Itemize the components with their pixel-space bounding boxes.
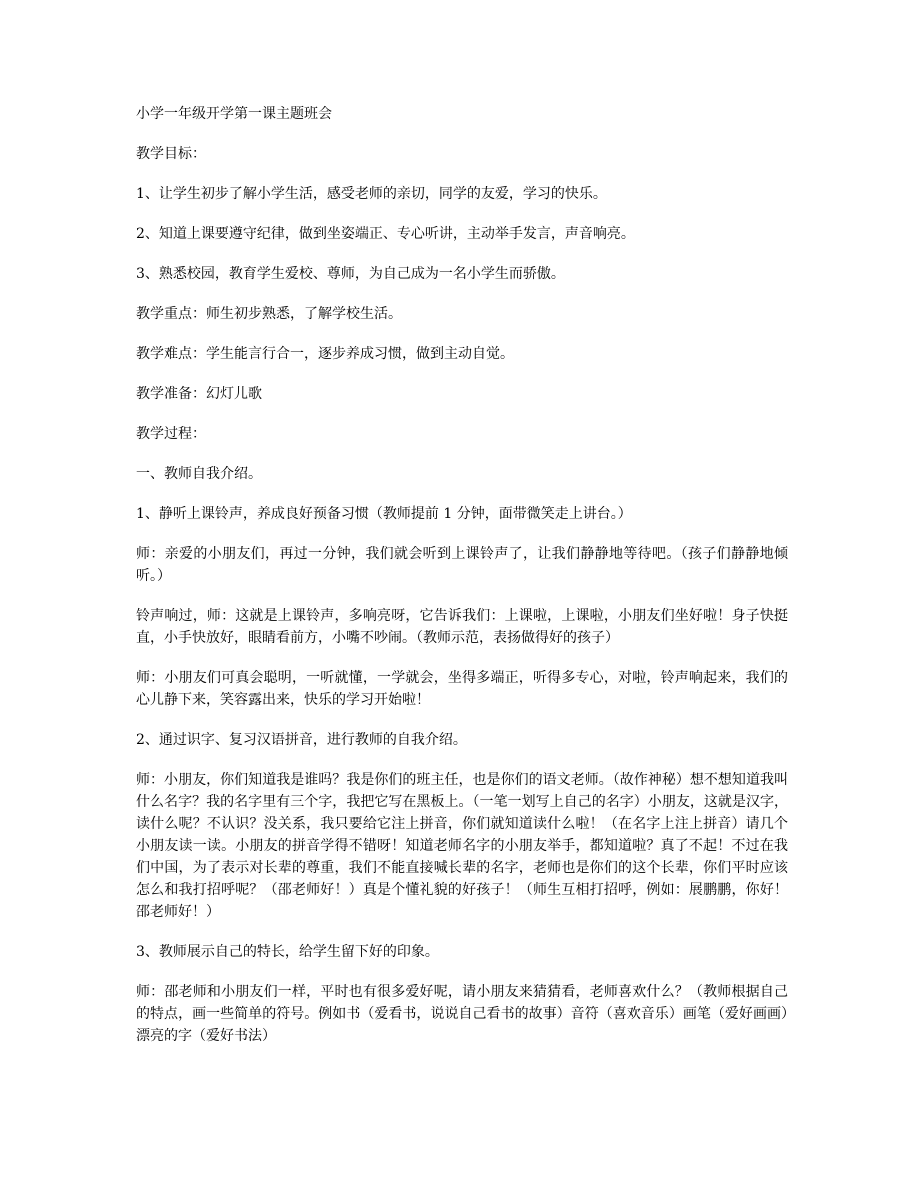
body-paragraph: 师：亲爱的小朋友们，再过一分钟，我们就会听到上课铃声了，让我们静静地等待吧。（孩子们静静地倾听。） (136, 546, 788, 584)
process-step: 2、通过识字、复习汉语拼音，进行教师的自我介绍。 (136, 732, 467, 748)
body-paragraph: 师：小朋友们可真会聪明，一听就懂，一学就会，坐得多端正，听得多专心，对啦，铃声响起来，我们的心儿静下来，笑容露出来，快乐的学习开始啦！ (136, 670, 788, 708)
section-heading-objectives: 教学目标： (136, 146, 206, 162)
process-step: 1、静听上课铃声，养成良好预备习惯（教师提前 1 分钟，面带微笑走上讲台。） (136, 506, 632, 522)
body-paragraph: 师：邵老师和小朋友们一样，平时也有很多爱好呢，请小朋友来猜猜看，老师喜欢什么？（教师根据自己的特点，画一些简单的符号。例如书（爱看书，说说自己看书的故事）音符（喜欢音乐）画笔（爱好画画）漂亮的字（爱好书法） (136, 984, 788, 1044)
document-title: 小学一年级开学第一课主题班会 (136, 106, 332, 122)
body-paragraph: 铃声响过，师：这就是上课铃声，多响亮呀，它告诉我们：上课啦，上课啦，小朋友们坐好啦！身子快挺直，小手快放好，眼睛看前方，小嘴不吵闹。（教师示范，表扬做得好的孩子） (136, 608, 788, 646)
difficult-point: 教学难点：学生能言行合一，逐步养成习惯，做到主动自觉。 (136, 346, 514, 362)
objective-item: 2、知道上课要遵守纪律，做到坐姿端正、专心听讲，主动举手发言，声音响亮。 (136, 226, 635, 242)
key-point: 教学重点：师生初步熟悉，了解学校生活。 (136, 306, 402, 322)
document-body (136, 103, 788, 1065)
objective-item: 3、熟悉校园，教育学生爱校、尊师，为自己成为一名小学生而骄傲。 (136, 266, 565, 282)
section-heading-process: 教学过程： (136, 426, 206, 442)
body-paragraph: 师：小朋友，你们知道我是谁吗？我是你们的班主任，也是你们的语文老师。（故作神秘）想不想知道我叫什么名字？我的名字里有三个字，我把它写在黑板上。（一笔一划写上自己的名字）小朋友，这就是汉字，读什么呢？不认识？没关系，我只要给它注上拼音，你们就知道读什么啦！（在名字上注上拼音）请几个小朋友读一读。小朋友的拼音学得不错呀！知道老师名字的小朋友举手，都知道啦？真了不起！不过在我们中国，为了表示对长辈的尊重，我们不能直接喊长辈的名字，老师也是你们的这个长辈，你们平时应该怎么和我打招呼呢？（邵老师好！）真是个懂礼貌的好孩子！（师生互相打招呼，例如：展鹏鹏，你好！邵老师好！） (136, 772, 788, 920)
preparation: 教学准备：幻灯儿歌 (136, 386, 262, 402)
objective-item: 1、让学生初步了解小学生活，感受老师的亲切，同学的友爱，学习的快乐。 (136, 186, 607, 202)
process-part-heading: 一、教师自我介绍。 (136, 466, 262, 482)
process-step: 3、教师展示自己的特长，给学生留下好的印象。 (136, 944, 439, 960)
